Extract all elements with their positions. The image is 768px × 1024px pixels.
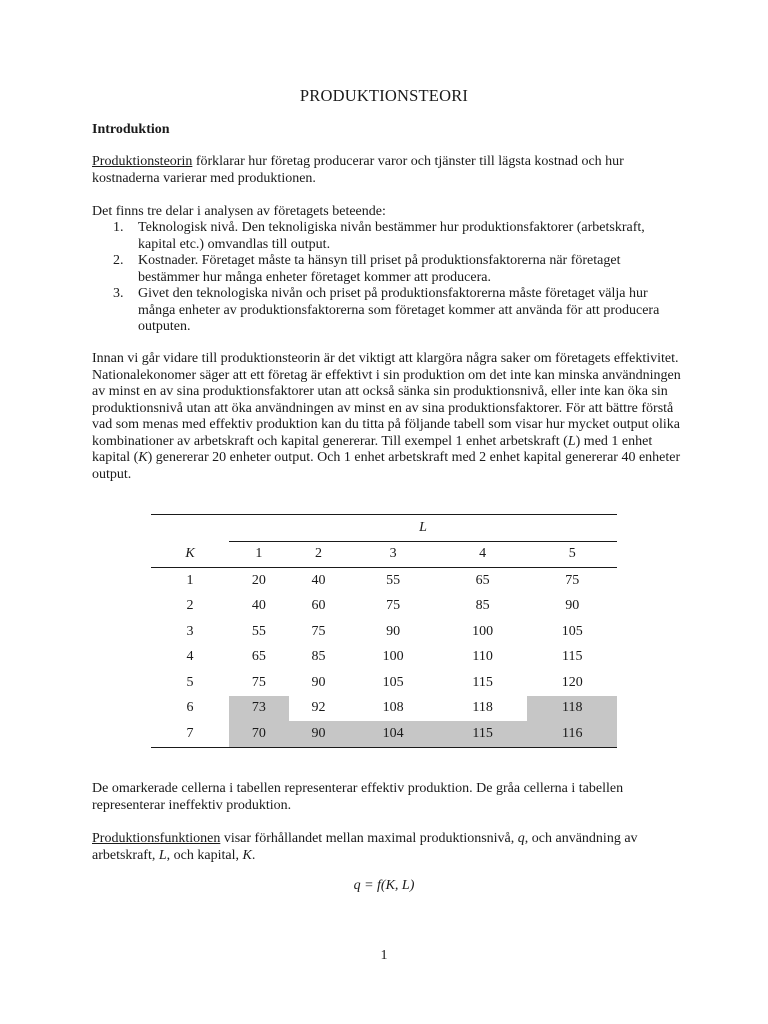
table-row xyxy=(151,645,617,671)
table-cell: 20 xyxy=(251,572,266,588)
table-cell: 75 xyxy=(565,572,580,588)
table-header-row xyxy=(151,541,617,568)
numbered-list xyxy=(92,220,682,336)
table-cell: 110 xyxy=(472,649,493,665)
table-cell: 118 xyxy=(527,696,617,722)
list-item xyxy=(92,286,682,336)
table-cell: 115 xyxy=(472,674,493,690)
table-cell: 55 xyxy=(386,572,401,588)
term-produktionsteorin: Produktionsteorin xyxy=(92,154,193,169)
table-cell: 100 xyxy=(382,649,404,665)
table-cell: 85 xyxy=(475,598,490,614)
table-cell: 108 xyxy=(382,700,404,716)
table-row xyxy=(151,721,617,747)
production-function-formula: q = f(K, L) xyxy=(353,878,415,893)
table-cell: 65 xyxy=(475,572,490,588)
table-cell: 55 xyxy=(251,623,266,639)
paragraph-list-intro: Det finns tre delar i analysen av företagets beteende: xyxy=(92,204,386,219)
table-cell: 100 xyxy=(472,623,494,639)
table-cell: 115 xyxy=(438,721,528,747)
table-row xyxy=(151,594,617,620)
table-column-header: 2 xyxy=(289,541,349,568)
symbol-L: L xyxy=(158,847,167,863)
production-table xyxy=(151,514,617,748)
paragraph-production-function xyxy=(92,831,682,864)
table-cell: 116 xyxy=(527,721,617,747)
list-item-number: 3. xyxy=(113,286,124,301)
table-row xyxy=(151,670,617,696)
table-row-header: 3 xyxy=(186,623,194,639)
table-cell: 90 xyxy=(311,674,326,690)
table-row-header: 2 xyxy=(186,598,194,614)
page-number: 1 xyxy=(380,948,388,963)
list-item-text: Teknologisk nivå. Den teknoligiska nivån bestämmer hur produktionsfaktorer (arbetskraft, kapital etc.) omvandlas till output. xyxy=(138,220,645,252)
table-column-header: 1 xyxy=(229,541,289,568)
table-cell: 90 xyxy=(386,623,401,639)
table-cell: 104 xyxy=(348,721,438,747)
term-produktionsfunktionen: Produktionsfunktionen xyxy=(92,831,221,846)
list-item xyxy=(92,253,682,286)
paragraph-text: visar förhållandet mellan maximal produktionsnivå, xyxy=(220,831,518,846)
paragraph-intro-text: förklarar hur företag producerar varor och tjänster till lägsta kostnad och hur kostnaderna varierar med produktionen. xyxy=(92,154,624,186)
table-column-header: 5 xyxy=(527,541,617,568)
table-row-header-label: K xyxy=(151,541,229,568)
table-cell: 40 xyxy=(311,572,326,588)
table-cell: 115 xyxy=(561,649,583,665)
list-item-number: 1. xyxy=(113,220,124,235)
table-cell: 60 xyxy=(311,598,326,614)
table-cell: 75 xyxy=(311,623,326,639)
table-cell: 118 xyxy=(472,700,493,716)
table-cell: 70 xyxy=(229,721,289,747)
table-column-header: 4 xyxy=(438,541,528,568)
table-row xyxy=(151,568,617,594)
paragraph-intro xyxy=(92,154,682,187)
list-item-text: Givet den teknologiska nivån och priset på produktionsfaktorerna måste företaget välja hur många enheter av produktionsfaktorerna som företaget kommer att använda för att producera outputen. xyxy=(138,286,660,334)
list-item-number: 2. xyxy=(113,253,124,268)
table-cell: 105 xyxy=(382,674,404,690)
table-cell: 120 xyxy=(561,674,583,690)
paragraph-efficiency-text: Innan vi går vidare till produktionsteorin är det viktigt att klargöra några saker om företagets effektivitet. Nationalekonomer säger att ett företag är effektivt i sin produktion om det inte kan minska användningen av minst en av sina produktionsfaktorer utan att också sänka sin produktionsnivå, eller inte kan öka sin produktionsnivå utan att öka användningen av minst en av sina produktionsfaktorer. För att bättre förstå vad som menas med effektiv produktion kan du titta på följande tabell som visar hur mycket output olika kombinationer av arbetskraft och kapital genererar. Till exempel 1 enhet arbetskraft ( xyxy=(92,351,681,449)
paragraph-text: . xyxy=(251,847,256,863)
table-column-group-label: L xyxy=(229,515,617,542)
paragraph-efficiency xyxy=(92,351,682,483)
symbol-L: L xyxy=(567,433,576,449)
symbol-K: K xyxy=(138,450,148,465)
table-header-row xyxy=(151,515,617,542)
table-cell: 75 xyxy=(251,674,266,690)
table-cell: 40 xyxy=(251,598,266,614)
document-title: PRODUKTIONSTEORI xyxy=(299,86,469,105)
table-cell: 90 xyxy=(565,598,580,614)
table-row-header: 7 xyxy=(151,721,229,747)
paragraph-efficiency-text: ) med 1 enhet kapital ( xyxy=(92,433,653,465)
table-cell: 73 xyxy=(229,696,289,722)
table-row-header: 4 xyxy=(186,649,194,665)
symbol-K: K xyxy=(242,847,252,863)
table-row-header: 6 xyxy=(186,700,194,716)
table-column-header: 3 xyxy=(348,541,438,568)
paragraph-efficiency-text: ) genererar 20 enheter output. Och 1 enhet arbetskraft med 2 enhet kapital genererar 40 enheter output. xyxy=(92,450,681,482)
paragraph-table-explanation: De omarkerade cellerna i tabellen representerar effektiv produktion. De gråa cellerna i tabellen representerar ineffektiv produktion. xyxy=(92,781,624,813)
table-row-header: 5 xyxy=(186,674,194,690)
section-heading: Introduktion xyxy=(92,122,170,137)
table-cell: 85 xyxy=(311,649,326,665)
table-header-cell xyxy=(151,515,229,542)
paragraph-text: , och kapital, xyxy=(166,847,243,863)
paragraph-text: , och användning av arbetskraft, xyxy=(92,831,638,863)
list-item xyxy=(92,220,682,253)
table-cell: 65 xyxy=(251,649,266,665)
symbol-q: q xyxy=(517,831,525,846)
table-cell: 105 xyxy=(561,623,583,639)
table-cell: 92 xyxy=(311,700,326,716)
table-cell: 90 xyxy=(289,721,349,747)
table-row-header: 1 xyxy=(186,572,194,588)
table-row xyxy=(151,619,617,645)
table-row xyxy=(151,696,617,722)
table-cell: 75 xyxy=(386,598,401,614)
list-item-text: Kostnader. Företaget måste ta hänsyn till priset på produktionsfaktorerna när företaget bestämmer hur många enheter företaget kommer att producera. xyxy=(138,253,621,285)
